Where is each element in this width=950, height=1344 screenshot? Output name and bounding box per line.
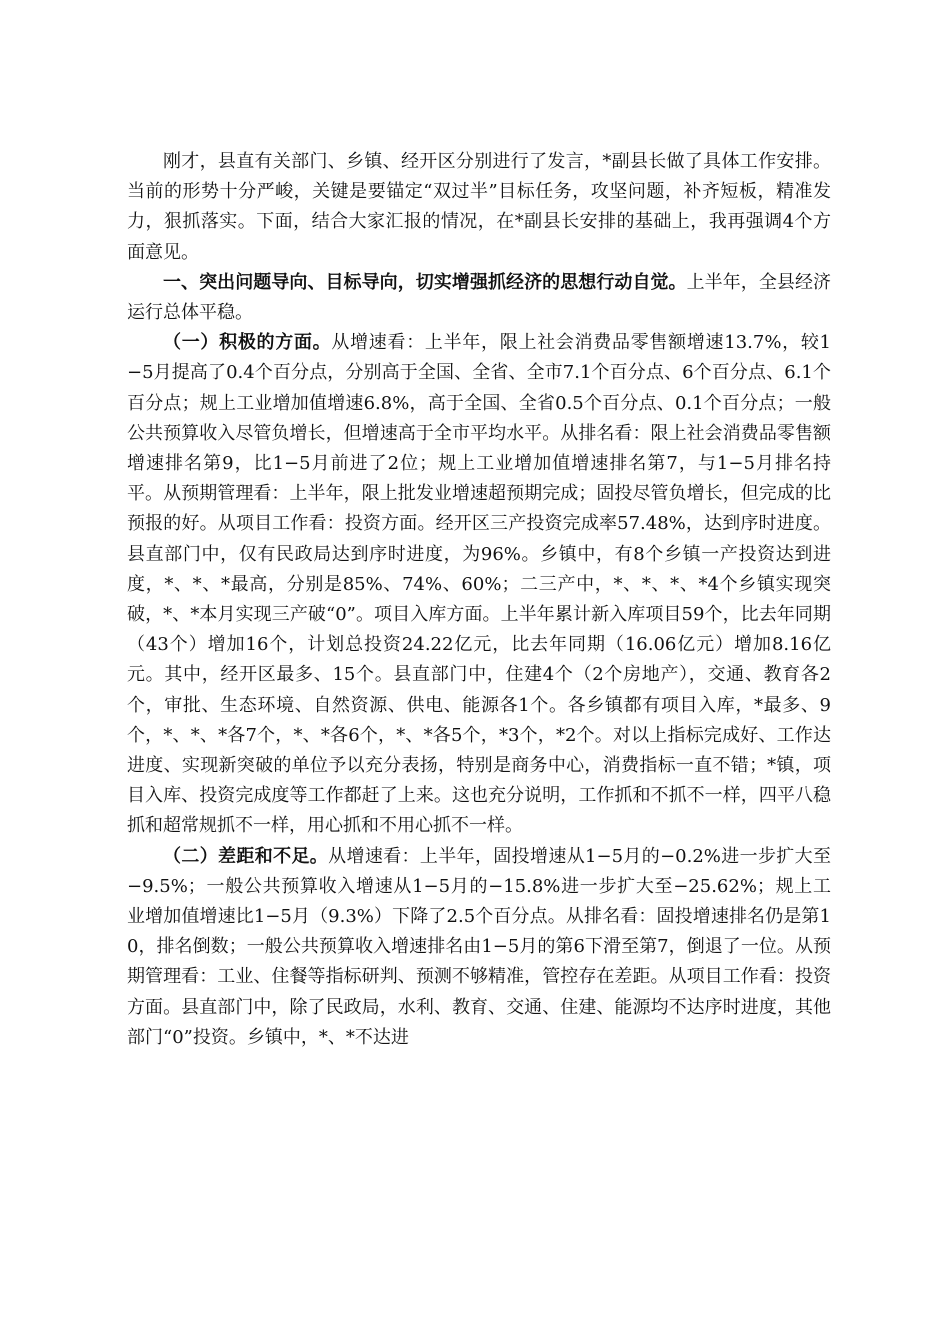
subsection-1-paragraph [127, 328, 831, 841]
section-1-heading: 一、突出问题导向、目标导向，切实增强抓经济的思想行动自觉。 [163, 271, 687, 293]
intro-paragraph [127, 147, 831, 268]
section-1-body: 上半年，全县经济运行总体平稳。 [127, 271, 831, 324]
document-page [127, 147, 831, 1053]
intro-text: 刚才，县直有关部门、乡镇、经开区分别进行了发言，*副县长做了具体工作安排。当前的形势十分严峻，关键是要锚定“双过半”目标任务，攻坚问题，补齐短板，精准发力，狠抓落实。下面，结合大家汇报的情况，在*副县长安排的基础上，我再强调4个方面意见。 [127, 151, 831, 263]
subsection-1-body: 从增速看：上半年，限上社会消费品零售额增速13.7%，较1−5月提高了0.4个百分点，分别高于全国、全省、全市7.1个百分点、6个百分点、6.1个百分点；规上工业增加值增速6.8%，高于全国、全省0.5个百分点、0.1个百分点；一般公共预算收入尽管负增长，但增速高于全市平均水平。从排名看：限上社会消费品零售额增速排名第9，比1−5月前进了2位；规上工业增加值增速排名第7，与1−5月排名持平。从预期管理看：上半年，限上批发业增速超预期完成；固投尽管负增长，但完成的比预报的好。从项目工作看：投资方面。经开区三产投资完成率57.48%，达到序时进度。县直部门中，仅有民政局达到序时进度，为96%。乡镇中，有8个乡镇一产投资达到进度，*、*、*最高，分别是85%、74%、60%；二三产中，*、*、*、*4个乡镇实现突破，*、*本月实现三产破“0”。项目入库方面。上半年累计新入库项目59个，比去年同期（43个）增加16个，计划总投资24.22亿元，比去年同期（16.06亿元）增加8.16亿元。其中，经开区最多、15个。县直部门中，住建4个（2个房地产），交通、教育各2个，审批、生态环境、自然资源、供电、能源各1个。各乡镇都有项目入库，*最多、9个，*、*、*各7个，*、*各6个，*、*各5个，*3个，*2个。对以上指标完成好、工作达进度、实现新突破的单位予以充分表扬，特别是商务中心，消费指标一直不错；*镇，项目入库、投资完成度等工作都赶了上来。这也充分说明，工作抓和不抓不一样，四平八稳抓和超常规抓不一样，用心抓和不用心抓不一样。 [127, 332, 831, 837]
section-1-paragraph [127, 268, 831, 328]
subsection-2-body: 从增速看：上半年，固投增速从1−5月的−0.2%进一步扩大至−9.5%；一般公共预算收入增速从1−5月的−15.8%进一步扩大至−25.62%；规上工业增加值增速比1−5月（9.3%）下降了2.5个百分点。从排名看：固投增速排名仍是第10，排名倒数；一般公共预算收入增速排名由1−5月的第6下滑至第7，倒退了一位。从预期管理看：工业、住餐等指标研判、预测不够精准，管控存在差距。从项目工作看：投资方面。县直部门中，除了民政局，水利、教育、交通、住建、能源均不达序时进度，其他部门“0”投资。乡镇中，*、*不达进 [127, 845, 832, 1048]
subsection-2-paragraph [127, 842, 831, 1053]
subsection-1-heading: （一）积极的方面。 [163, 332, 332, 354]
subsection-2-heading: （二）差距和不足。 [163, 845, 329, 867]
